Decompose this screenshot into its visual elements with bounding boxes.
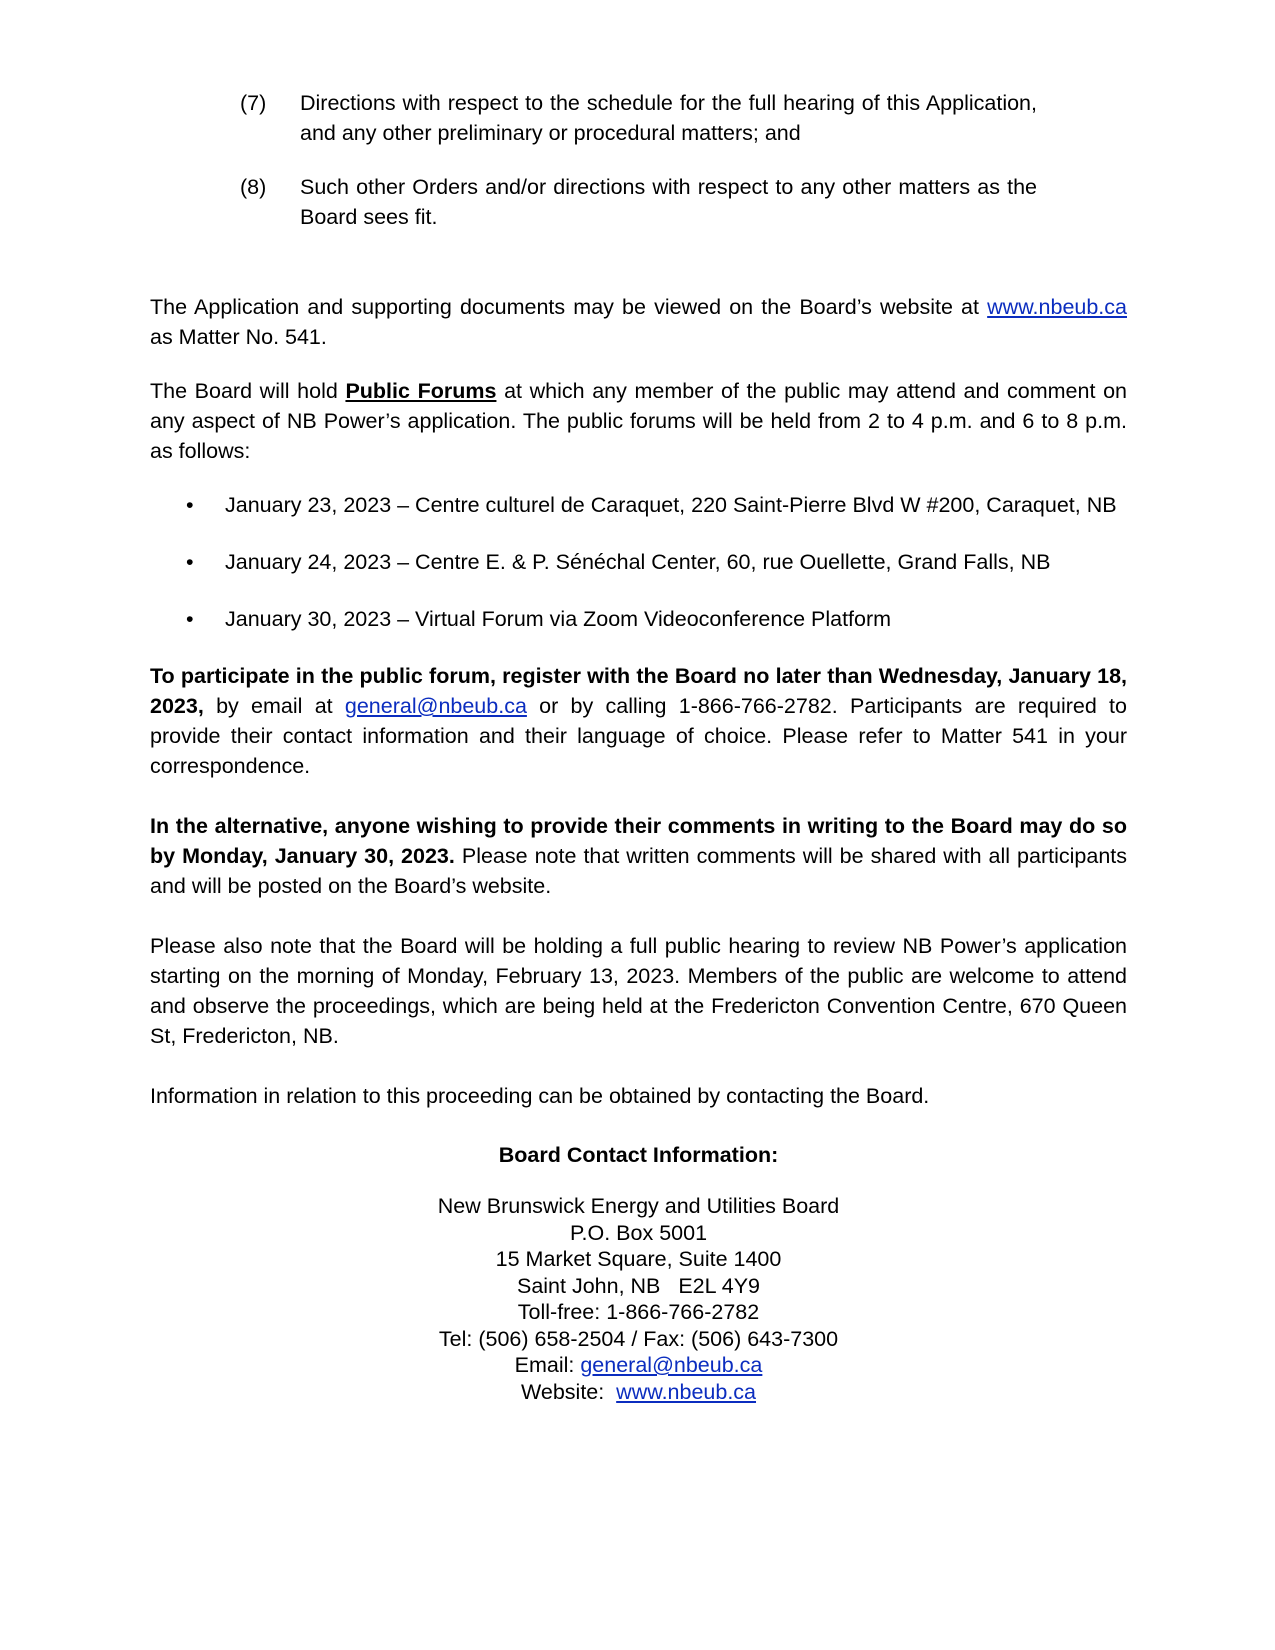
application-text: The Application and supporting documents may be viewed on the Board’s website at (150, 295, 988, 319)
email-label: Email: (514, 1353, 581, 1377)
public-forums-emphasis: Public Forums (345, 379, 497, 403)
forums-text: The Board will hold (150, 379, 346, 403)
bullet-icon: • (186, 493, 194, 517)
forum-dates-list (150, 490, 1127, 634)
numbered-item-8 (240, 172, 1037, 232)
forums-paragraph (150, 376, 1127, 466)
participate-text: by email at (203, 694, 345, 718)
numbered-item-7 (240, 88, 1037, 148)
bullet-icon: • (186, 550, 194, 574)
item-number: (7) (240, 91, 267, 115)
list-item (150, 604, 1127, 634)
contact-name: New Brunswick Energy and Utilities Board (437, 1194, 840, 1218)
contact-toll-free: Toll-free: 1-866-766-2782 (517, 1300, 760, 1324)
alternative-text: Please note that written comments will be shared with all participants and will be posted on the Board’s website. (150, 844, 1127, 898)
contact-email-link[interactable]: general@nbeub.ca (580, 1353, 763, 1377)
alternative-paragraph (150, 811, 1127, 901)
item-text: Such other Orders and/or directions with respect to any other matters as the Board sees fit. (300, 175, 1037, 229)
forum-date-text: January 24, 2023 – Centre E. & P. Sénéchal Center, 60, rue Ouellette, Grand Falls, NB (225, 550, 1051, 574)
item-number: (8) (240, 175, 267, 199)
item-text: Directions with respect to the schedule for the full hearing of this Application, and any other preliminary or procedural matters; and (300, 91, 1037, 145)
alternative-bold: In the alternative, anyone wishing to provide their comments in writing to the Board may do so by Monday, January 30, 2023. (150, 814, 1127, 868)
forum-date-text: January 30, 2023 – Virtual Forum via Zoom Videoconference Platform (225, 607, 892, 631)
participate-text-after: or by calling 1-866-766-2782. Participants are required to provide their contact information and their language of choice. Please refer to Matter 541 in your correspondence. (150, 694, 1127, 778)
application-paragraph (150, 292, 1127, 352)
participate-bold: To participate in the public forum, register with the Board no later than Wednesday, January 18, 2023, (150, 664, 1127, 718)
contact-website-line (150, 1379, 1127, 1406)
application-text-after: as Matter No. 541. (150, 325, 327, 349)
contact-email-line (150, 1352, 1127, 1379)
contact-tel-fax: Tel: (506) 658-2504 / Fax: (506) 643-7300 (438, 1326, 839, 1351)
information-paragraph: Information in relation to this proceeding can be obtained by contacting the Board. (150, 1084, 930, 1108)
email-link[interactable]: general@nbeub.ca (344, 694, 527, 718)
website-link[interactable]: www.nbeub.ca (987, 295, 1127, 319)
contact-street: 15 Market Square, Suite 1400 (495, 1247, 782, 1271)
contact-city: Saint John, NB E2L 4Y9 (516, 1273, 761, 1298)
hearing-paragraph: Please also note that the Board will be holding a full public hearing to review NB Power’s application starting on the morning of Monday, February 13, 2023. Members of the public are welcome to attend and observe the proceedings, which are being held at the Fredericton Convention Centre, 670 Queen St, Fredericton, NB. (150, 934, 1127, 1048)
contact-heading: Board Contact Information: (498, 1143, 779, 1167)
website-label: Website: (520, 1379, 617, 1404)
bullet-icon: • (186, 607, 194, 631)
forums-text-after: at which any member of the public may attend and comment on any aspect of NB Power’s application. The public forums will be held from 2 to 4 p.m. and 6 to 8 p.m. as follows: (150, 379, 1127, 463)
list-item (150, 490, 1127, 520)
list-item (150, 547, 1127, 577)
contact-website-link[interactable]: www.nbeub.ca (616, 1379, 757, 1404)
contact-po-box: P.O. Box 5001 (569, 1220, 708, 1245)
document-page (150, 88, 1127, 1405)
participate-paragraph (150, 661, 1127, 781)
forum-date-text: January 23, 2023 – Centre culturel de Caraquet, 220 Saint-Pierre Blvd W #200, Caraquet, NB (225, 493, 1117, 517)
contact-block (150, 1140, 1127, 1405)
